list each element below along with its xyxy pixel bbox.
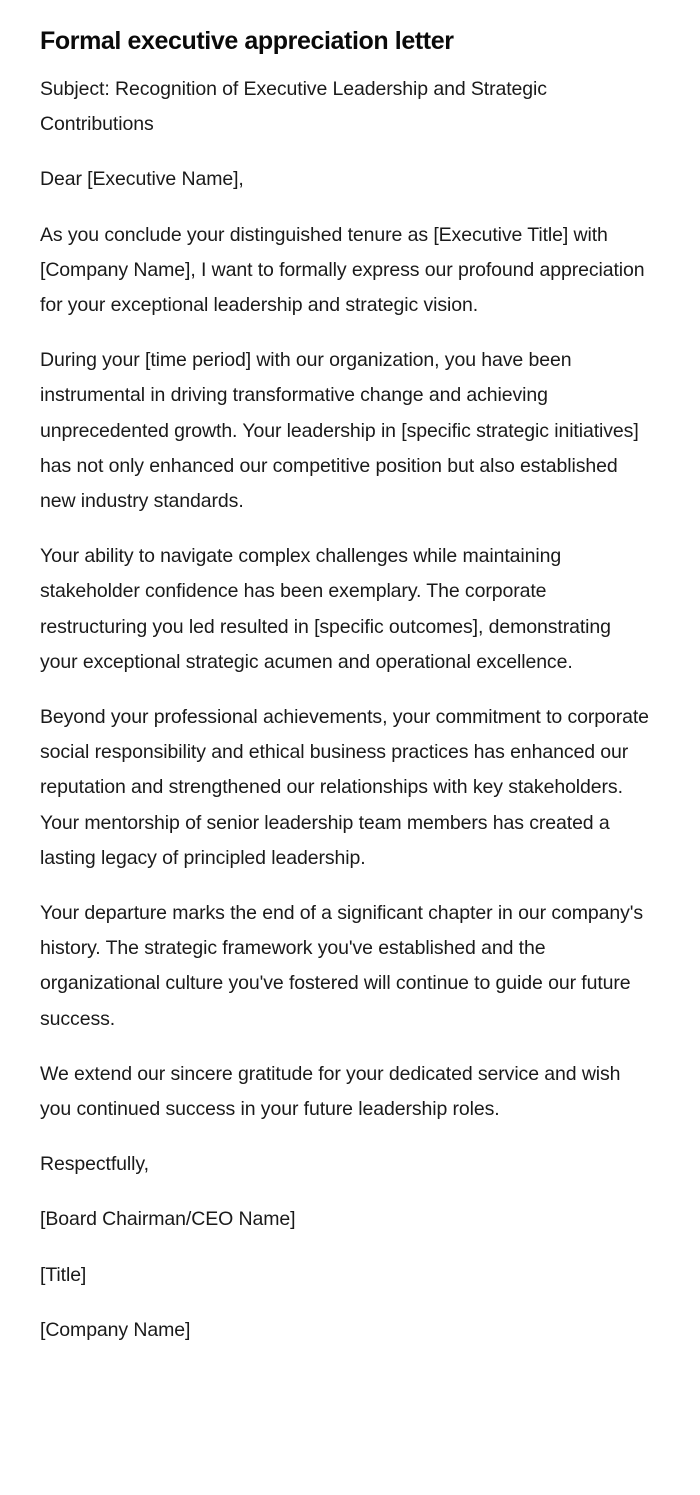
signature-name: [Board Chairman/CEO Name] — [40, 1208, 296, 1231]
body-paragraph-3: Your ability to navigate complex challenges while maintaining stakeholder confidence has been exemplary. The corporate restructuring you led resulted in [specific outcomes], demonstrating your exceptional strategic acumen and operational excellence. — [40, 545, 611, 673]
body-paragraph-4: Beyond your professional achievements, your commitment to corporate social responsibility and ethical business practices has enhanced our reputation and strengthened our relationships with key stakeholders. Your mentorship of senior leadership team members has created a lasting legacy of principled leadership. — [40, 706, 649, 869]
signature-title: [Title] — [40, 1263, 87, 1286]
body-paragraph-5: Your departure marks the end of a significant chapter in our company's history. The strategic framework you've established and the organizational culture you've fostered will continue to guide our future success. — [40, 902, 644, 1030]
body-paragraph-6: We extend our sincere gratitude for your dedicated service and wish you continued success in your future leadership roles. — [40, 1062, 621, 1121]
document-title: Formal executive appreciation letter — [40, 27, 454, 55]
signature-company: [Company Name] — [40, 1318, 191, 1341]
closing: Respectfully, — [40, 1153, 149, 1176]
body-paragraph-2: During your [time period] with our organization, you have been instrumental in driving transformative change and achieving unprecedented growth. Your leadership in [specific strategic initiatives] has not only enhanced our competitive position but also established new industry standards. — [40, 349, 639, 513]
salutation: Dear [Executive Name], — [40, 168, 244, 191]
body-paragraph-1: As you conclude your distinguished tenure as [Executive Title] with [Company Name], I want to formally express our profound appreciation for your exceptional leadership and strategic vision. — [40, 223, 645, 317]
subject-line: Subject: Recognition of Executive Leadership and Strategic Contributions — [40, 78, 547, 136]
